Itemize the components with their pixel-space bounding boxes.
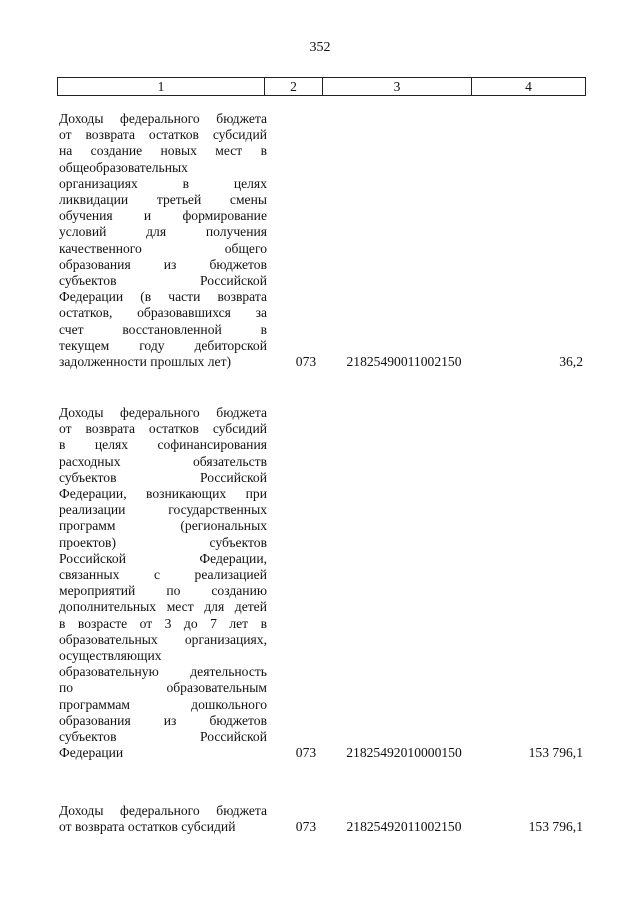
page-number: 352	[309, 40, 331, 55]
description-line: качественного общего	[59, 240, 267, 256]
column-header-1: 1	[58, 78, 265, 96]
description-line: Федерации (в части возврата	[59, 289, 267, 305]
description-line: организациях в целях	[59, 175, 267, 191]
column-header-2: 2	[265, 78, 323, 96]
description-line: остатков, образовавшихся за	[59, 305, 267, 321]
row-description	[59, 111, 267, 370]
description-line: текущем году дебиторской	[59, 337, 267, 353]
description-line: от возврата остатков субсидий	[59, 819, 236, 835]
description-line: Российской Федерации,	[59, 550, 267, 566]
description-line: счет восстановленной в	[59, 321, 267, 337]
description-line: условий для получения	[59, 224, 267, 240]
description-line: расходных обязательств	[59, 453, 267, 469]
description-line: субъектов Российской	[59, 273, 267, 289]
admin-code-cell: 073	[295, 745, 317, 761]
row-description	[59, 803, 267, 835]
description-line: реализации государственных	[59, 502, 267, 518]
description-line: Доходы федерального бюджета	[59, 405, 267, 420]
column-header-row	[58, 78, 586, 96]
description-line: в целях софинансирования	[59, 437, 267, 453]
description-line: по образовательным	[59, 680, 267, 696]
description-line: дополнительных мест для детей	[59, 599, 267, 615]
description-line: Доходы федерального бюджета	[59, 803, 267, 818]
row-description	[59, 405, 267, 761]
description-line: Федерации, возникающих при	[59, 486, 267, 502]
budget-classification-code-cell: 21825492010000150	[346, 745, 462, 761]
description-line: программам дошкольного	[59, 696, 267, 712]
description-line: программ (региональных	[59, 518, 267, 534]
budget-classification-code-cell: 21825492011002150	[346, 819, 462, 835]
description-line: в возрасте от 3 до 7 лет в	[59, 615, 267, 631]
description-line: общеобразовательных	[59, 159, 188, 175]
description-line: Федерации	[59, 745, 124, 761]
description-line: субъектов Российской	[59, 469, 267, 485]
description-line: образовательных организациях,	[59, 631, 267, 647]
description-line: образования из бюджетов	[59, 712, 267, 728]
description-line: от возврата остатков субсидий	[59, 127, 267, 143]
admin-code-cell: 073	[295, 354, 317, 369]
description-line: задолженности прошлых лет)	[59, 354, 232, 370]
description-line: на создание новых мест в	[59, 143, 267, 159]
description-line: Доходы федерального бюджета	[59, 111, 267, 126]
description-line: проектов) субъектов	[59, 534, 267, 550]
column-header-3: 3	[323, 78, 472, 96]
description-line: образования из бюджетов	[59, 256, 267, 272]
admin-code-cell: 073	[295, 819, 317, 835]
description-line: от возврата остатков субсидий	[59, 421, 267, 437]
budget-classification-code-cell: 21825490011002150	[346, 354, 462, 369]
amount-cell: 153 796,1	[528, 745, 583, 761]
description-line: образовательную деятельность	[59, 664, 267, 680]
amount-cell: 153 796,1	[528, 819, 583, 835]
description-line: осуществляющих	[59, 648, 162, 664]
column-header-4: 4	[472, 78, 586, 96]
amount-cell: 36,2	[559, 354, 583, 369]
description-line: обучения и формирование	[59, 208, 267, 224]
description-line: субъектов Российской	[59, 729, 267, 745]
description-line: ликвидации третьей смены	[59, 192, 267, 208]
column-header-table	[57, 77, 586, 96]
description-line: мероприятий по созданию	[59, 583, 267, 599]
description-line: связанных с реализацией	[59, 567, 267, 583]
